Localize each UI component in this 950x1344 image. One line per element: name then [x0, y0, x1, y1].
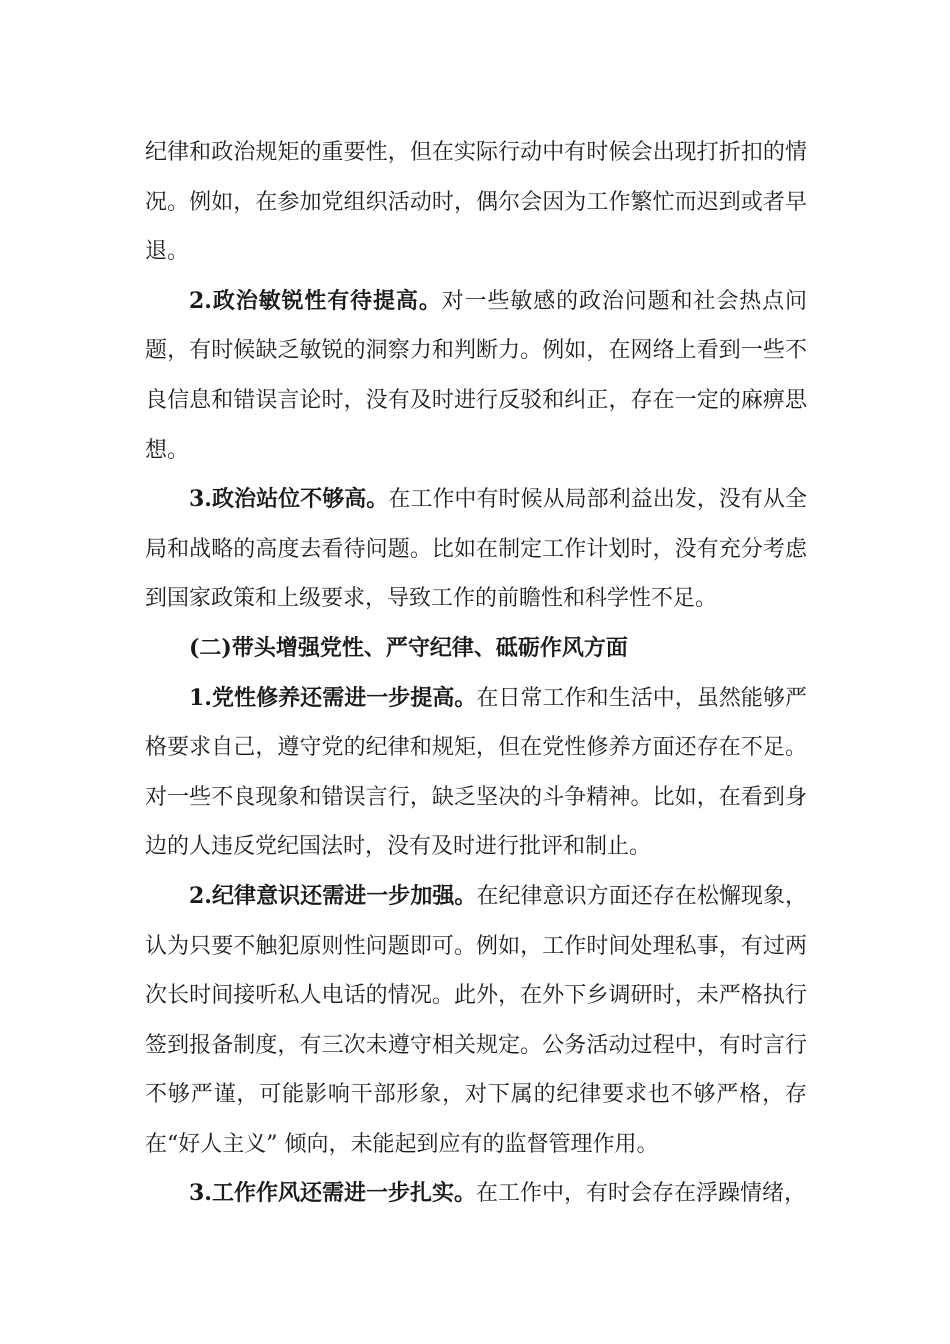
paragraph-text: 在纪律意识方面还存在松懈现象，认为只要不触犯原则性问题即可。例如，工作时间处理私事，有过两次长时间接听私人电话的情况。此外，在外下乡调研时，未严格执行签到报备制度，有三次未遵守相关规定。公务活动过程中，有时言行不够严谨，可能影响干部形象，对下属的纪律要求也不够严格，存在“好人主义” 倾向，未能起到应有的监督管理作用。 — [145, 883, 807, 1157]
paragraph-text: 在日常工作和生活中，虽然能够严格要求自己，遵守党的纪律和规矩，但在党性修养方面还存在不足。对一些不良现象和错误言行，缺乏坚决的斗争精神。比如，在看到身边的人违反党纪国法时，没有及时进行批评和制止。 — [145, 685, 807, 860]
paragraph-text: 纪律和政治规矩的重要性，但在实际行动中有时候会出现打折扣的情况。例如，在参加党组织活动时，偶尔会因为工作繁忙而迟到或者早退。 — [145, 140, 807, 265]
paragraph-title: 3.工作作风还需进一步扎实。 — [189, 1180, 476, 1207]
paragraph-party-cultivation — [145, 674, 807, 872]
paragraph-text: 对一些敏感的政治问题和社会热点问题，有时候缺乏敏锐的洞察力和判断力。例如，在网络上看到一些不良信息和错误言论时，没有及时进行反驳和纠正，存在一定的麻痹思想。 — [145, 288, 807, 463]
section-heading — [145, 624, 807, 674]
paragraph-political-standpoint — [145, 475, 807, 624]
paragraph-text: 在工作中有时候从局部利益出发，没有从全局和战略的高度去看待问题。比如在制定工作计划时，没有充分考虑到国家政策和上级要求，导致工作的前瞻性和科学性不足。 — [145, 487, 807, 612]
document-body — [145, 128, 807, 1219]
paragraph-title: 1.党性修养还需进一步提高。 — [189, 684, 477, 711]
paragraph-discipline-awareness — [145, 872, 807, 1170]
paragraph-title: 2.政治敏锐性有待提高。 — [189, 287, 442, 314]
section-heading-text: (二)带头增强党性、严守纪律、砥砺作风方面 — [189, 634, 628, 661]
paragraph-political-sensitivity — [145, 277, 807, 475]
paragraph-title: 3.政治站位不够高。 — [189, 486, 389, 513]
paragraph-title: 2.纪律意识还需进一步加强。 — [189, 882, 477, 909]
paragraph-continuation — [145, 128, 807, 277]
paragraph-text: 在工作中，有时会存在浮躁情绪， — [475, 1181, 806, 1207]
paragraph-work-style — [145, 1169, 807, 1219]
